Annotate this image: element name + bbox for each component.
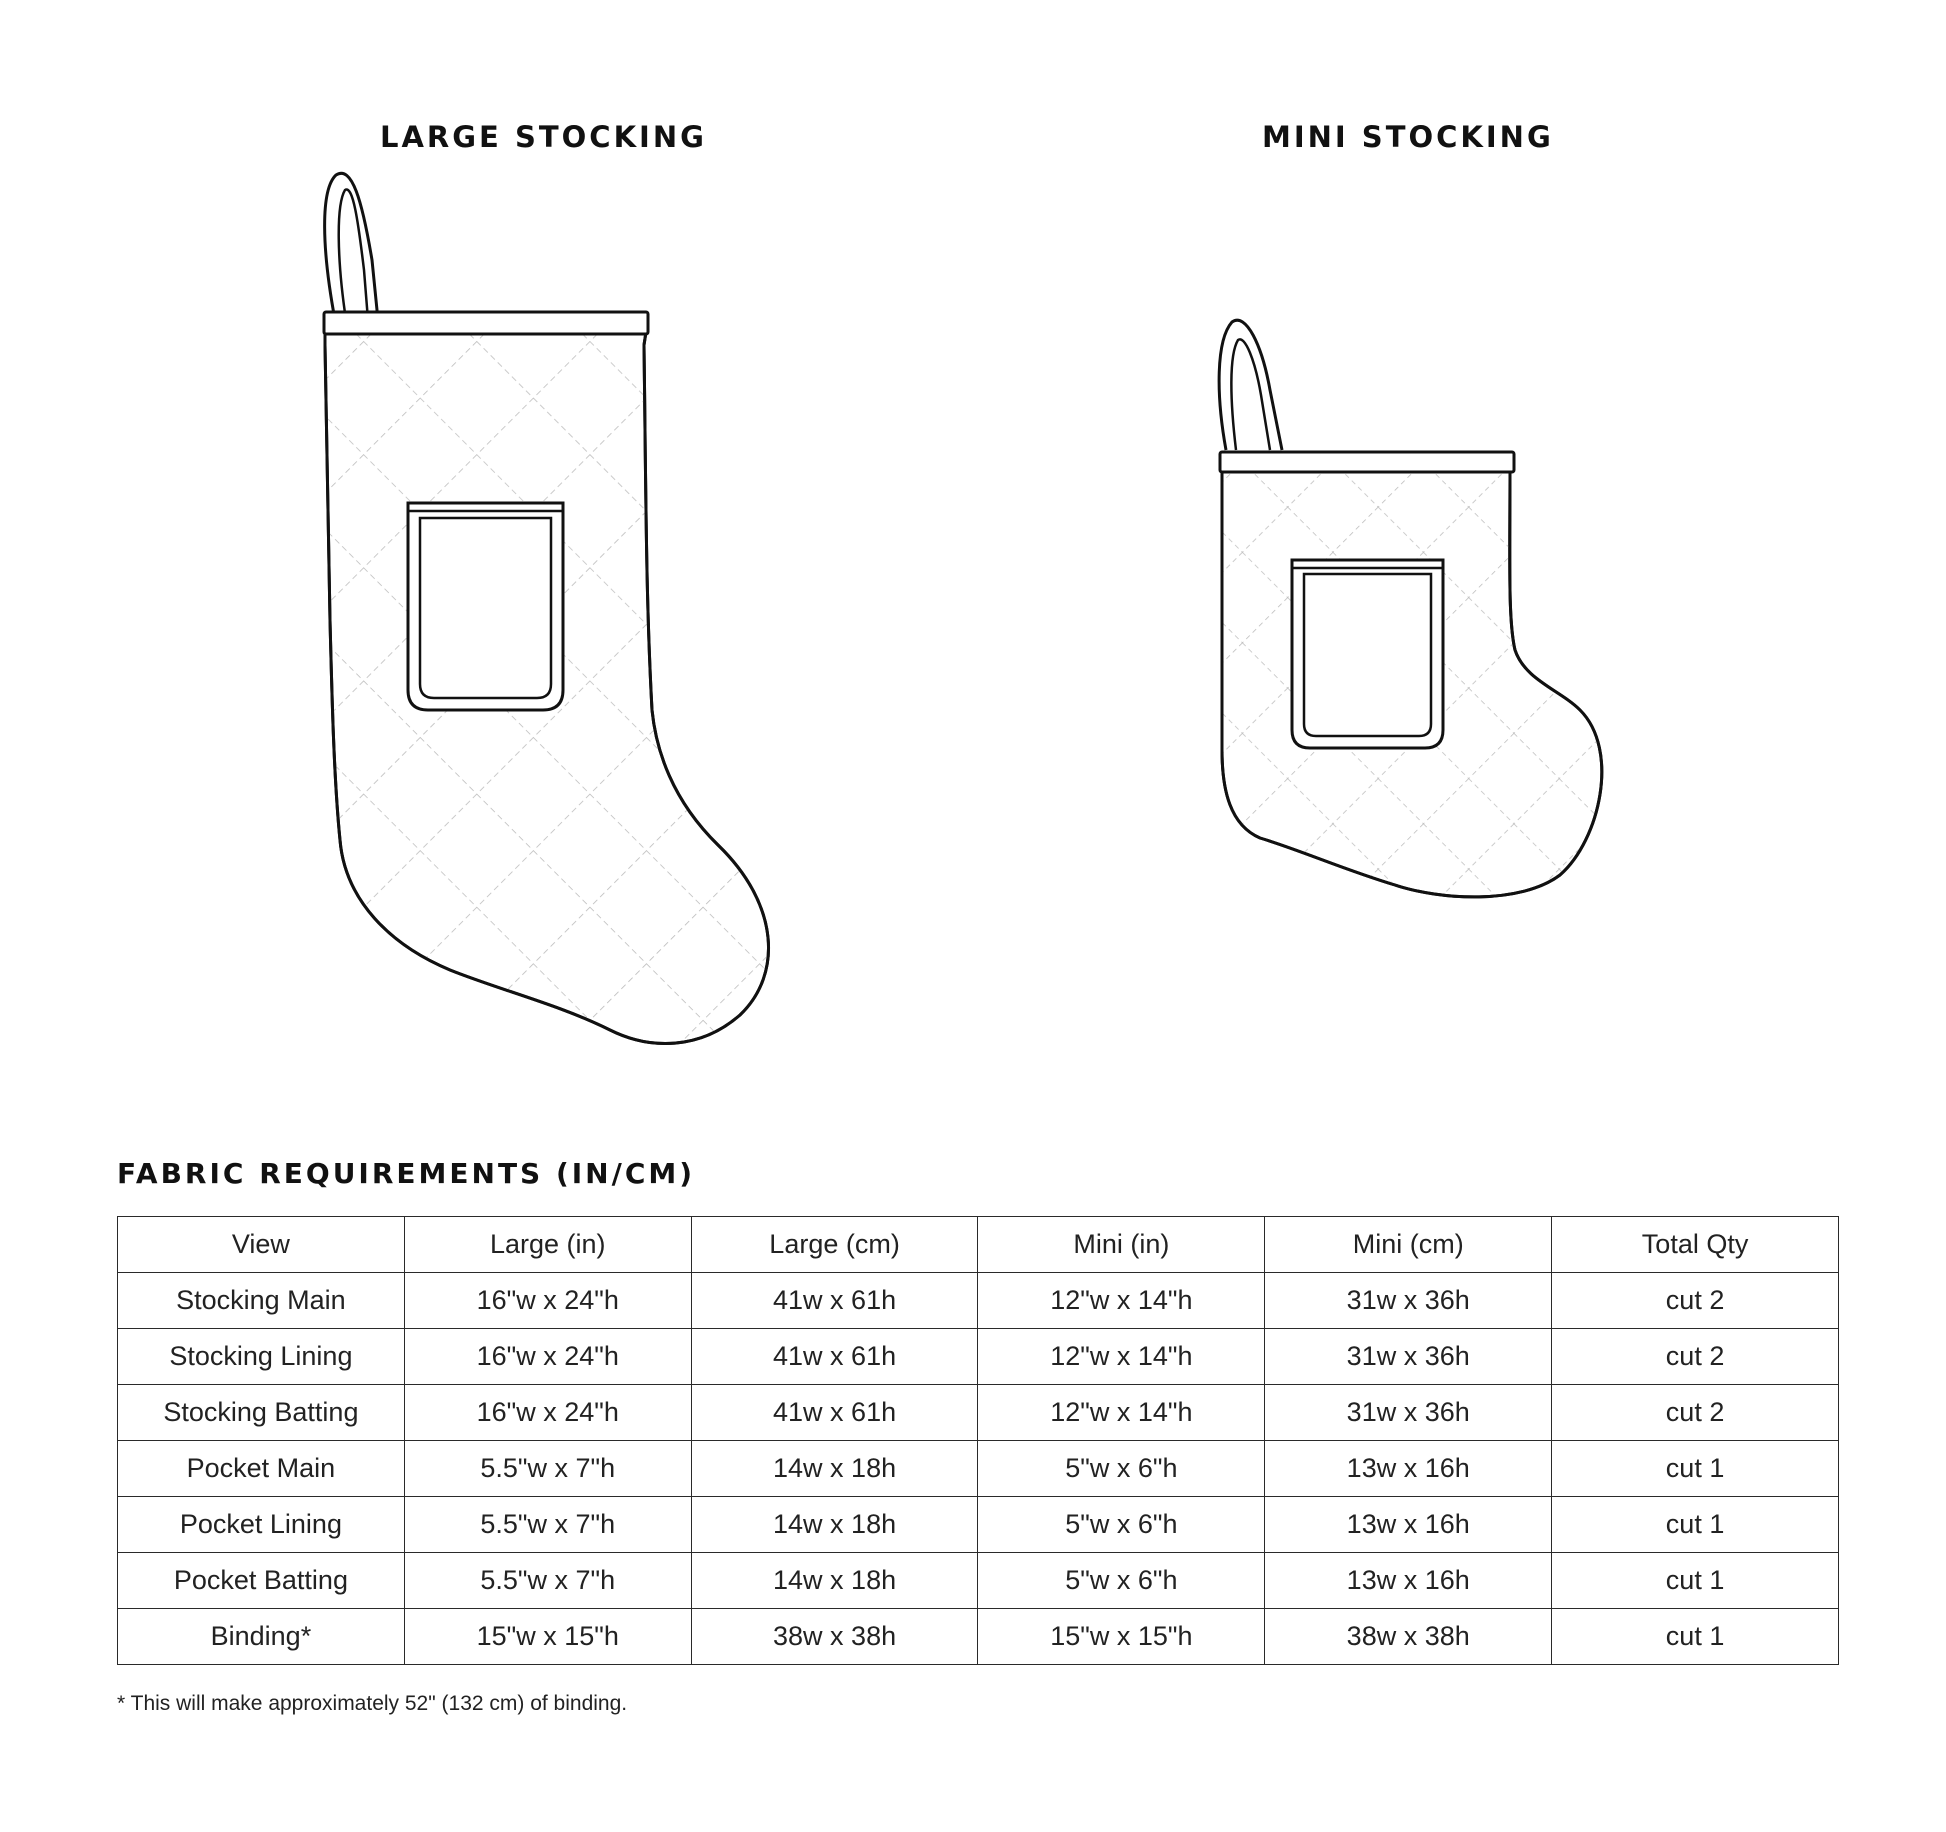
mini-pocket [1292,560,1443,748]
cell-mini-cm: 13w x 16h [1265,1497,1552,1553]
binding-footnote: * This will make approximately 52" (132 cm) of binding. [117,1692,628,1715]
cell-view: Binding* [118,1609,405,1665]
cell-large-in: 16"w x 24"h [404,1329,691,1385]
header-total-qty: Total Qty [1552,1217,1839,1273]
mini-hanging-loop [1219,320,1282,450]
large-pocket [408,503,563,710]
cell-large-cm: 14w x 18h [691,1441,978,1497]
large-stocking-illustration [300,150,800,1070]
cell-mini-in: 15"w x 15"h [978,1609,1265,1665]
cell-mini-in: 5"w x 6"h [978,1441,1265,1497]
cell-view: Stocking Lining [118,1329,405,1385]
mini-stocking-title: MINI STOCKING [1262,120,1554,154]
cell-view: Pocket Main [118,1441,405,1497]
fabric-requirements-title: FABRIC REQUIREMENTS (IN/CM) [117,1157,696,1190]
cell-mini-cm: 13w x 16h [1265,1553,1552,1609]
cell-large-in: 5.5"w x 7"h [404,1497,691,1553]
cell-large-in: 5.5"w x 7"h [404,1553,691,1609]
table-row [118,1441,1839,1497]
cell-large-cm: 41w x 61h [691,1273,978,1329]
cell-large-cm: 41w x 61h [691,1385,978,1441]
cell-mini-in: 12"w x 14"h [978,1385,1265,1441]
header-large-in: Large (in) [404,1217,691,1273]
table-header-row [118,1217,1839,1273]
table-row [118,1385,1839,1441]
table-row [118,1273,1839,1329]
cell-total-qty: cut 2 [1552,1273,1839,1329]
table-row [118,1609,1839,1665]
cell-mini-in: 12"w x 14"h [978,1329,1265,1385]
header-large-cm: Large (cm) [691,1217,978,1273]
mini-stocking-illustration [1200,300,1620,920]
cell-large-in: 5.5"w x 7"h [404,1441,691,1497]
cell-mini-cm: 31w x 36h [1265,1273,1552,1329]
cell-view: Pocket Batting [118,1553,405,1609]
cell-large-in: 16"w x 24"h [404,1385,691,1441]
cell-view: Stocking Main [118,1273,405,1329]
cell-view: Stocking Batting [118,1385,405,1441]
cell-total-qty: cut 1 [1552,1441,1839,1497]
cell-total-qty: cut 1 [1552,1553,1839,1609]
header-mini-in: Mini (in) [978,1217,1265,1273]
header-view: View [118,1217,405,1273]
cell-large-cm: 41w x 61h [691,1329,978,1385]
cell-mini-cm: 31w x 36h [1265,1385,1552,1441]
table-row [118,1329,1839,1385]
header-mini-cm: Mini (cm) [1265,1217,1552,1273]
cell-large-cm: 14w x 18h [691,1553,978,1609]
large-stocking-title: LARGE STOCKING [380,120,707,154]
cell-total-qty: cut 1 [1552,1497,1839,1553]
cell-mini-in: 5"w x 6"h [978,1497,1265,1553]
mini-stocking-cuff [1220,452,1514,472]
cell-mini-in: 5"w x 6"h [978,1553,1265,1609]
cell-mini-in: 12"w x 14"h [978,1273,1265,1329]
cell-large-in: 15"w x 15"h [404,1609,691,1665]
cell-total-qty: cut 2 [1552,1329,1839,1385]
table-row [118,1497,1839,1553]
cell-total-qty: cut 1 [1552,1609,1839,1665]
table-row [118,1553,1839,1609]
large-stocking-cuff [324,312,648,334]
cell-large-cm: 14w x 18h [691,1497,978,1553]
cell-large-in: 16"w x 24"h [404,1273,691,1329]
cell-total-qty: cut 2 [1552,1385,1839,1441]
cell-large-cm: 38w x 38h [691,1609,978,1665]
cell-mini-cm: 13w x 16h [1265,1441,1552,1497]
cell-mini-cm: 38w x 38h [1265,1609,1552,1665]
cell-mini-cm: 31w x 36h [1265,1329,1552,1385]
cell-view: Pocket Lining [118,1497,405,1553]
fabric-requirements-table [117,1216,1839,1665]
